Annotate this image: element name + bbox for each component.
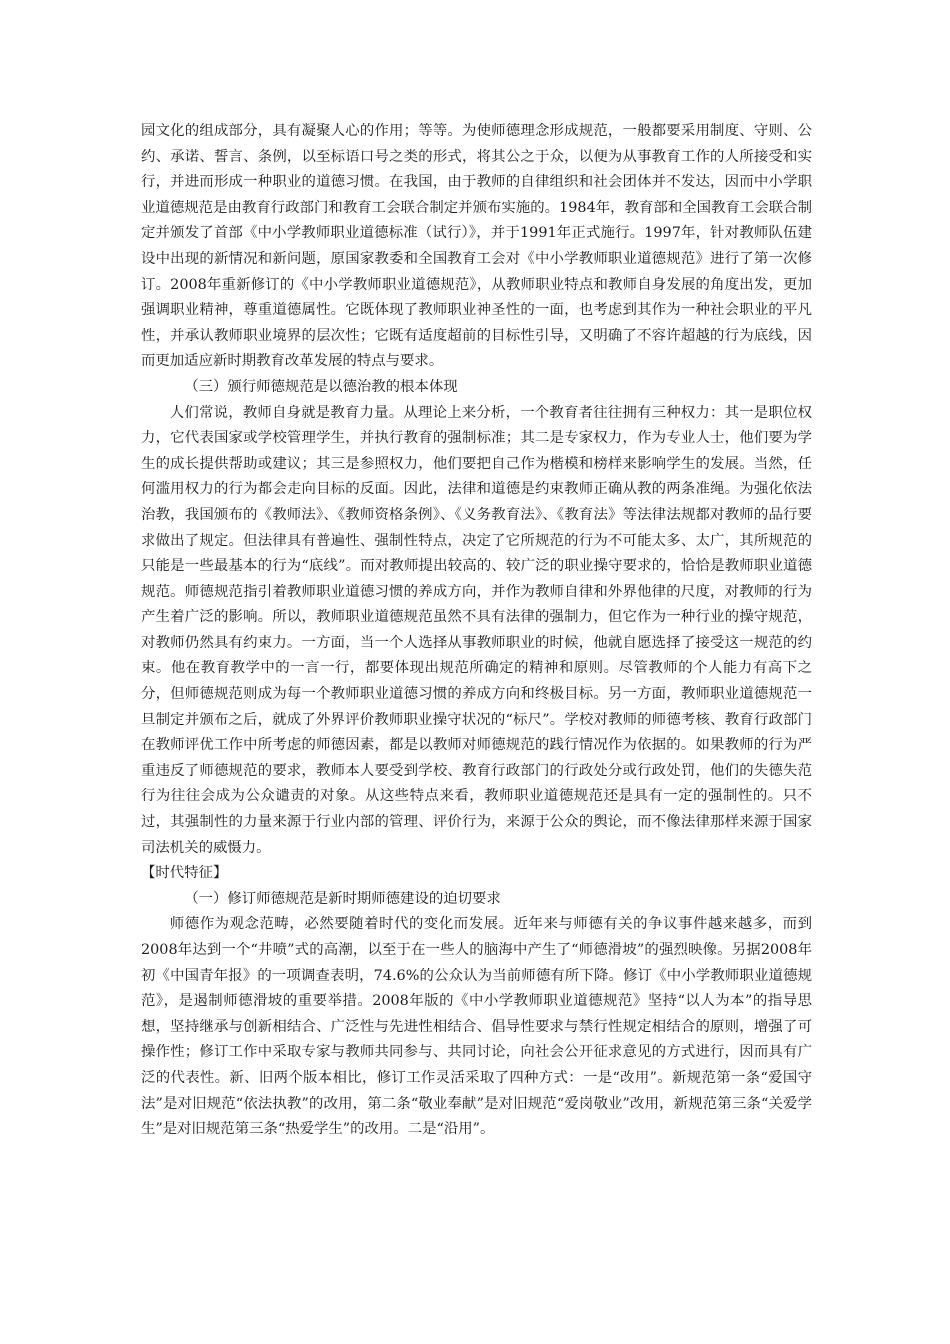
heading-revision-requirement: （一）修订师德规范是新时期师德建设的迫切要求	[184, 890, 501, 907]
paragraph-ethics-revision: 师德作为观念范畴，必然要随着时代的变化而发展。近年来与师德有关的争议事件越来越多，而到2008年达到一个“井喷”式的高潮，以至于在一些人的脑海中产生了“师德滑坡”的强烈映像。另据2008年初《中国青年报》的一项调查表明，74.6%的公众认为当前师德有所下降。修订《中小学教师职业道德规范》，是遏制师德滑坡的重要举措。2008年版的《中小学教师职业道德规范》坚持“以人为本”的指导思想，坚持继承与创新相结合、广泛性与先进性相结合、倡导性要求与禁行性规定相结合的原则，增强了可操作性；修订工作中采取专家与教师共同参与、共同讨论，向社会公开征求意见的方式进行，因而具有广泛的代表性。新、旧两个版本相比，修订工作灵活采取了四种方式：一是“改用”。新规范第一条“爱国守法”是对旧规范“依法执教”的改用，第二条“敬业奉献”是对旧规范“爱岗敬业”改用，新规范第三条“关爱学生”是对旧规范第三条“热爱学生”的改用。二是“沿用”。	[141, 916, 812, 1138]
heading-ethics-governance: （三）颁行师德规范是以德治教的根本体现	[184, 378, 458, 395]
section-title-era-features: 【时代特征】	[141, 865, 228, 882]
document-page	[141, 119, 812, 1143]
paragraph-teacher-power: 人们常说，教师自身就是教育力量。从理论上来分析，一个教育者往往拥有三种权力：其一是职位权力，它代表国家或学校管理学生，并执行教育的强制标准；其二是专家权力，作为专业人士，他们要为学生的成长提供帮助或建议；其三是参照权力，他们要把自己作为楷模和榜样来影响学生的发展。当然，任何滥用权力的行为都会走向目标的反面。因此，法律和道德是约束教师正确从教的两条准绳。为强化依法治教，我国颁布的《教师法》、《教师资格条例》、《义务教育法》、《教育法》等法律法规都对教师的品行要求做出了规定。但法律具有普遍性、强制性特点，决定了它所规范的行为不可能太多、太广，其所规范的只能是一些最基本的行为“底线”。而对教师提出较高的、较广泛的职业操守要求的，恰恰是教师职业道德规范。师德规范指引着教师职业道德习惯的养成方向，并作为教师自律和外界他律的尺度，对教师的行为产生着广泛的影响。所以，教师职业道德规范虽然不具有法律的强制力，但它作为一种行业的操守规范，对教师仍然具有约束力。一方面，当一个人选择从事教师职业的时候，他就自愿选择了接受这一规范的约束。他在教育教学中的一言一行，都要体现出规范所确定的精神和原则。尽管教师的个人能力有高下之分，但师德规范则成为每一个教师职业道德习惯的养成方向和终极目标。另一方面，教师职业道德规范一旦制定并颁布之后，就成了外界评价教师职业操守状况的“标尺”。学校对教师的师德考核、教育行政部门在教师评优工作中所考虑的师德因素，都是以教师对师德规范的践行情况作为依据的。如果教师的行为严重违反了师德规范的要求，教师本人要受到学校、教育行政部门的行政处分或行政处罚，他们的失德失范行为往往会成为公众谴责的对象。从这些特点来看，教师职业道德规范还是具有一定的强制性的。只不过，其强制性的力量来源于行业内部的管理、评价行为，来源于公众的舆论，而不像法律那样来源于国家司法机关的威慑力。	[141, 404, 812, 856]
paragraph-campus-culture: 园文化的组成部分，具有凝聚人心的作用；等等。为使师德理念形成规范，一般都要采用制度、守则、公约、承诺、誓言、条例，以至标语口号之类的形式，将其公之于众，以便为从事教育工作的人所接受和实行，并进而形成一种职业的道德习惯。在我国，由于教师的自律组织和社会团体并不发达，因而中小学职业道德规范是由教育行政部门和教育工会联合制定并颁布实施的。1984年，教育部和全国教育工会联合制定并颁发了首部《中小学教师职业道德标准（试行）》，并于1991年正式施行。1997年，针对教师队伍建设中出现的新情况和新问题，原国家教委和全国教育工会对《中小学教师职业道德规范》进行了第一次修订。2008年重新修订的《中小学教师职业道德规范》，从教师职业特点和教师自身发展的角度出发，更加强调职业精神，尊重道德属性。它既体现了教师职业神圣性的一面，也考虑到其作为一种社会职业的平凡性，并承认教师职业境界的层次性；它既有适度超前的目标性引导，又明确了不容许超越的行为底线，因而更加适应新时期教育改革发展的特点与要求。	[141, 123, 812, 370]
